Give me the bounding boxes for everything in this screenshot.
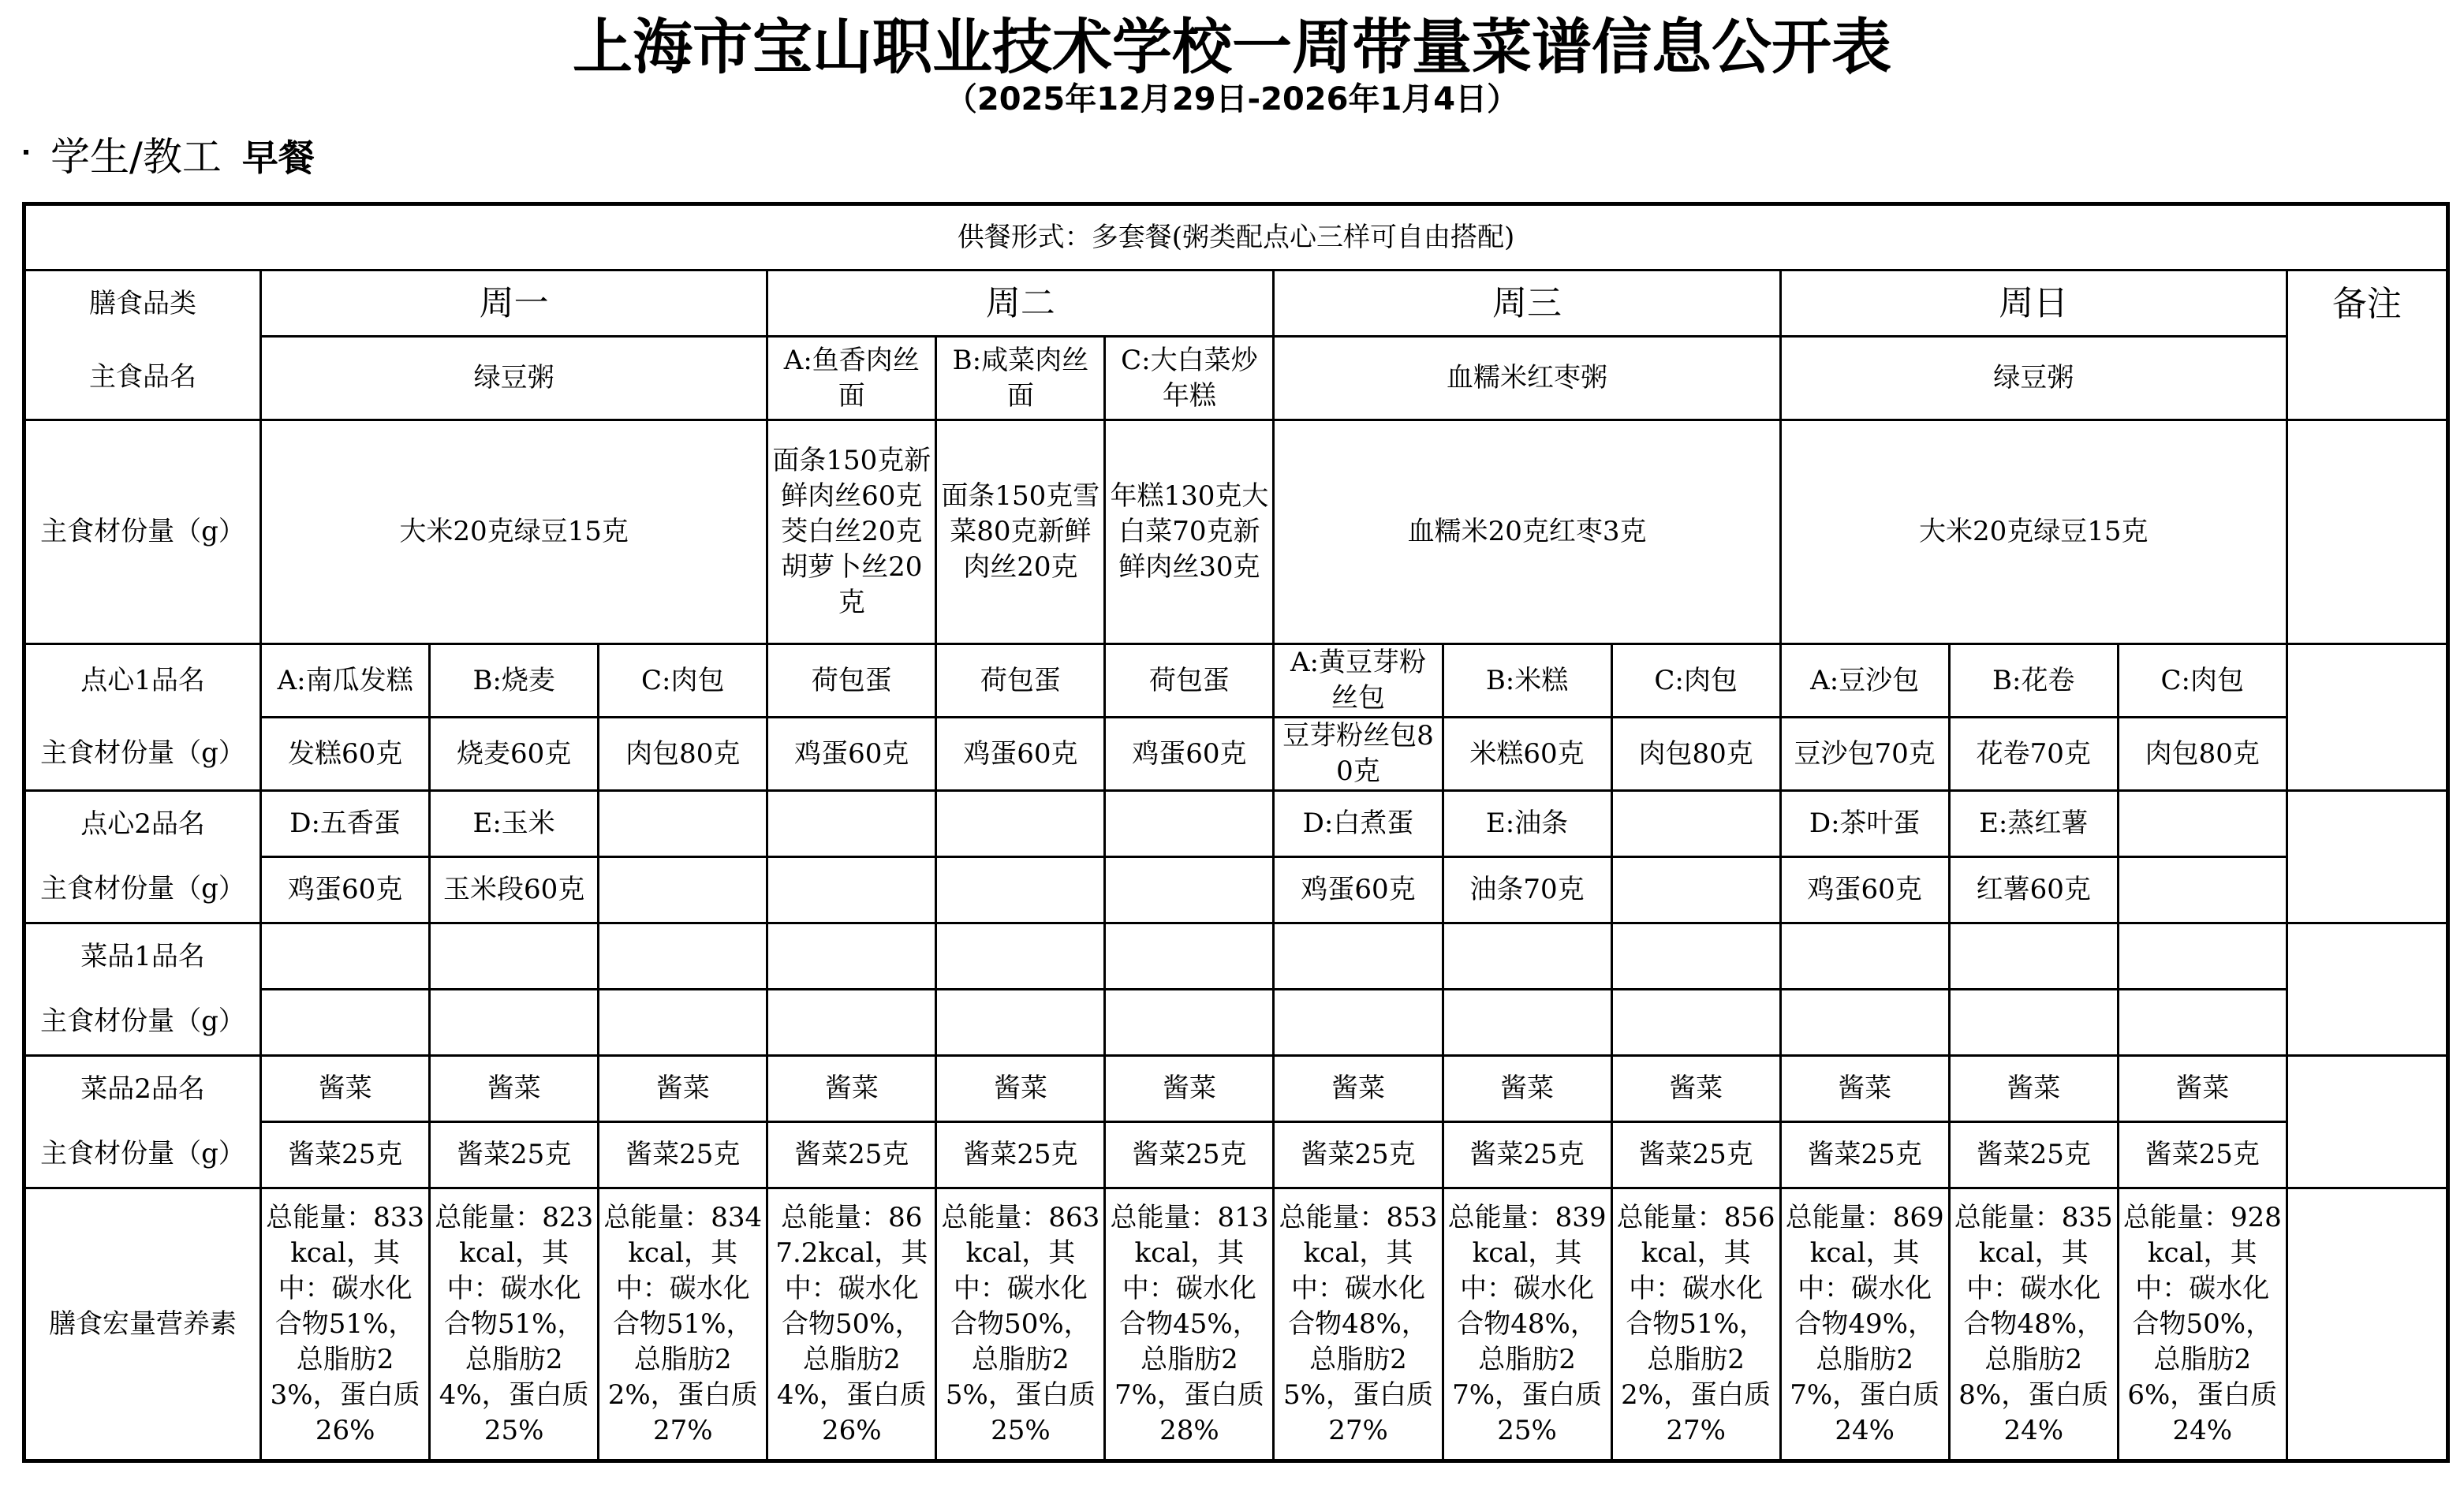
snack2-portions-cell: 玉米段60克 [430, 857, 599, 923]
meal-label: 早餐 [241, 136, 315, 179]
staple-portion-tue-a: 面条150克新鲜肉丝60克茭白丝20克胡萝卜丝20克 [767, 420, 936, 644]
empty-cell [1949, 990, 2118, 1056]
snack2-portions-cell [767, 857, 936, 923]
snack2-names-cell: D:五香蛋 [261, 791, 430, 857]
dish2-names-cell: 酱菜 [2118, 1056, 2287, 1122]
remark-cell [2287, 857, 2447, 923]
table-row [24, 923, 2448, 990]
snack1-names-cell: C:肉包 [599, 644, 767, 718]
day-header-wed: 周三 [1274, 270, 1780, 337]
dish2-portions-cell: 酱菜25克 [2118, 1122, 2287, 1188]
snack2-portions-cell: 鸡蛋60克 [1780, 857, 1949, 923]
snack1-names-cell: B:花卷 [1949, 644, 2118, 718]
nutrition-cell: 总能量：839kcal，其中：碳水化合物48%，总脂肪27%，蛋白质25% [1443, 1188, 1611, 1461]
row-label-category: 膳食品类 [24, 270, 261, 337]
row-label-snack2-name: 点心2品名 [24, 791, 261, 857]
nutrition-cell: 总能量：813kcal，其中：碳水化合物45%，总脂肪27%，蛋白质28% [1105, 1188, 1274, 1461]
nutrition-cell: 总能量：869kcal，其中：碳水化合物49%，总脂肪27%，蛋白质24% [1780, 1188, 1949, 1461]
remark-cell [2287, 990, 2447, 1056]
staple-name-tue-c: C:大白菜炒年糕 [1105, 337, 1274, 420]
remark-cell [2287, 718, 2447, 791]
staple-portion-wed: 血糯米20克红枣3克 [1274, 420, 1780, 644]
remark-cell [2287, 337, 2447, 420]
dish2-portions-cell: 酱菜25克 [261, 1122, 430, 1188]
snack2-names-cell: E:油条 [1443, 791, 1611, 857]
snack1-portions-cell: 豆芽粉丝包80克 [1274, 718, 1443, 791]
empty-cell [599, 923, 767, 990]
nutrition-cell: 总能量：823kcal，其中：碳水化合物51%，总脂肪24%，蛋白质25% [430, 1188, 599, 1461]
snack1-portions-cell: 肉包80克 [2118, 718, 2287, 791]
empty-cell [1611, 923, 1780, 990]
snack2-names-cell: E:玉米 [430, 791, 599, 857]
empty-cell [1443, 990, 1611, 1056]
snack1-names-cell: A:黄豆芽粉丝包 [1274, 644, 1443, 718]
table-row [24, 1188, 2448, 1461]
dish2-portions-cell: 酱菜25克 [1274, 1122, 1443, 1188]
dish2-portions-cell: 酱菜25克 [1949, 1122, 2118, 1188]
dish2-portions-cell: 酱菜25克 [767, 1122, 936, 1188]
snack1-names-cell: 荷包蛋 [1105, 644, 1274, 718]
nutrition-cell: 总能量：853kcal，其中：碳水化合物48%，总脂肪25%，蛋白质27% [1274, 1188, 1443, 1461]
row-label-snack2-portion: 主食材份量（g） [24, 857, 261, 923]
nutrition-cell: 总能量：867.2kcal，其中：碳水化合物50%，总脂肪24%，蛋白质26% [767, 1188, 936, 1461]
empty-cell [430, 990, 599, 1056]
page-title: 上海市宝山职业技术学校一周带量菜谱信息公开表 [573, 12, 1891, 82]
snack1-portions-cell: 米糕60克 [1443, 718, 1611, 791]
dish2-names-cell: 酱菜 [936, 1056, 1105, 1122]
nutrition-cell: 总能量：835kcal，其中：碳水化合物48%，总脂肪28%，蛋白质24% [1949, 1188, 2118, 1461]
row-label-dish2-name: 菜品2品名 [24, 1056, 261, 1122]
nutrition-cell: 总能量：863kcal，其中：碳水化合物50%，总脂肪25%，蛋白质25% [936, 1188, 1105, 1461]
dish2-names-cell: 酱菜 [599, 1056, 767, 1122]
dish2-portions-cell: 酱菜25克 [1105, 1122, 1274, 1188]
snack2-portions-cell [1611, 857, 1780, 923]
empty-cell [1780, 990, 1949, 1056]
snack2-names-cell [1611, 791, 1780, 857]
nutrition-cell: 总能量：833kcal，其中：碳水化合物51%，总脂肪23%，蛋白质26% [261, 1188, 430, 1461]
section-heading [50, 129, 315, 185]
snack1-portions-cell: 发糕60克 [261, 718, 430, 791]
empty-cell [767, 990, 936, 1056]
menu-table [22, 202, 2450, 1463]
snack2-names-cell [936, 791, 1105, 857]
table-row [24, 857, 2448, 923]
snack1-portions-cell: 肉包80克 [1611, 718, 1780, 791]
dish2-portions-cell: 酱菜25克 [1443, 1122, 1611, 1188]
snack2-portions-cell [2118, 857, 2287, 923]
date-range: （2025年12月29日-2026年1月4日） [945, 81, 1519, 118]
row-label-staple-portion: 主食材份量（g） [24, 420, 261, 644]
staple-name-tue-a: A:鱼香肉丝面 [767, 337, 936, 420]
day-header-mon: 周一 [261, 270, 767, 337]
table-row [24, 718, 2448, 791]
remark-cell [2287, 1122, 2447, 1188]
table-row [24, 791, 2448, 857]
remark-cell [2287, 420, 2447, 644]
nutrition-cell: 总能量：856kcal，其中：碳水化合物51%，总脂肪22%，蛋白质27% [1611, 1188, 1780, 1461]
empty-cell [2118, 923, 2287, 990]
snack1-names-cell: 荷包蛋 [767, 644, 936, 718]
service-form-cell: 供餐形式：多套餐(粥类配点心三样可自由搭配) [24, 204, 2448, 270]
row-label-staple-name: 主食品名 [24, 337, 261, 420]
snack2-portions-cell [599, 857, 767, 923]
snack1-names-cell: C:肉包 [1611, 644, 1780, 718]
table-row [24, 990, 2448, 1056]
snack1-names-cell: 荷包蛋 [936, 644, 1105, 718]
empty-cell [767, 923, 936, 990]
empty-cell [1274, 990, 1443, 1056]
dish2-portions-cell: 酱菜25克 [430, 1122, 599, 1188]
staple-portion-tue-c: 年糕130克大白菜70克新鲜肉丝30克 [1105, 420, 1274, 644]
table-row [24, 644, 2448, 718]
empty-cell [1105, 923, 1274, 990]
snack2-portions-cell [1105, 857, 1274, 923]
remark-cell [2287, 923, 2447, 990]
snack2-names-cell [2118, 791, 2287, 857]
empty-cell [1780, 923, 1949, 990]
dish2-names-cell: 酱菜 [1949, 1056, 2118, 1122]
remark-cell [2287, 644, 2447, 718]
remark-cell [2287, 1056, 2447, 1122]
empty-cell [2118, 990, 2287, 1056]
snack2-portions-cell: 鸡蛋60克 [261, 857, 430, 923]
bullet-mark [24, 150, 28, 155]
day-header-sun: 周日 [1780, 270, 2287, 337]
remark-cell [2287, 1188, 2447, 1461]
dish2-names-cell: 酱菜 [1611, 1056, 1780, 1122]
empty-cell [430, 923, 599, 990]
dish2-names-cell: 酱菜 [261, 1056, 430, 1122]
snack2-portions-cell: 油条70克 [1443, 857, 1611, 923]
dish2-names-cell: 酱菜 [430, 1056, 599, 1122]
snack1-portions-cell: 肉包80克 [599, 718, 767, 791]
empty-cell [261, 990, 430, 1056]
snack2-names-cell [767, 791, 936, 857]
empty-cell [1949, 923, 2118, 990]
dish2-names-cell: 酱菜 [1780, 1056, 1949, 1122]
snack1-names-cell: A:南瓜发糕 [261, 644, 430, 718]
day-header-tue: 周二 [767, 270, 1274, 337]
dish2-names-cell: 酱菜 [767, 1056, 936, 1122]
snack2-names-cell [1105, 791, 1274, 857]
empty-cell [1274, 923, 1443, 990]
dish2-names-cell: 酱菜 [1274, 1056, 1443, 1122]
row-label-dish1-portion: 主食材份量（g） [24, 990, 261, 1056]
row-label-snack1-name: 点心1品名 [24, 644, 261, 718]
table-row [24, 1056, 2448, 1122]
empty-cell [599, 990, 767, 1056]
snack1-portions-cell: 花卷70克 [1949, 718, 2118, 791]
dish2-portions-cell: 酱菜25克 [1780, 1122, 1949, 1188]
dish2-portions-cell: 酱菜25克 [936, 1122, 1105, 1188]
snack2-names-cell: E:蒸红薯 [1949, 791, 2118, 857]
table-row [24, 1122, 2448, 1188]
staple-name-mon: 绿豆粥 [261, 337, 767, 420]
snack1-names-cell: B:烧麦 [430, 644, 599, 718]
snack1-portions-cell: 鸡蛋60克 [1105, 718, 1274, 791]
snack2-portions-cell: 红薯60克 [1949, 857, 2118, 923]
dish2-portions-cell: 酱菜25克 [1611, 1122, 1780, 1188]
nutrition-cell: 总能量：834kcal，其中：碳水化合物51%，总脂肪22%，蛋白质27% [599, 1188, 767, 1461]
row-label-nutrition: 膳食宏量营养素 [24, 1188, 261, 1461]
remark-cell [2287, 791, 2447, 857]
staple-name-sun: 绿豆粥 [1780, 337, 2287, 420]
snack2-portions-cell: 鸡蛋60克 [1274, 857, 1443, 923]
staple-name-tue-b: B:咸菜肉丝面 [936, 337, 1105, 420]
snack2-names-cell: D:白煮蛋 [1274, 791, 1443, 857]
staple-portion-tue-b: 面条150克雪菜80克新鲜肉丝20克 [936, 420, 1105, 644]
empty-cell [936, 923, 1105, 990]
staple-portion-mon: 大米20克绿豆15克 [261, 420, 767, 644]
snack1-portions-cell: 鸡蛋60克 [767, 718, 936, 791]
row-label-dish2-portion: 主食材份量（g） [24, 1122, 261, 1188]
snack1-portions-cell: 烧麦60克 [430, 718, 599, 791]
empty-cell [1443, 923, 1611, 990]
empty-cell [261, 923, 430, 990]
snack1-names-cell: A:豆沙包 [1780, 644, 1949, 718]
nutrition-cell: 总能量：928kcal，其中：碳水化合物50%，总脂肪26%，蛋白质24% [2118, 1188, 2287, 1461]
empty-cell [1611, 990, 1780, 1056]
snack1-portions-cell: 鸡蛋60克 [936, 718, 1105, 791]
dish2-portions-cell: 酱菜25克 [599, 1122, 767, 1188]
remark-header: 备注 [2287, 270, 2447, 337]
row-label-dish1-name: 菜品1品名 [24, 923, 261, 990]
snack1-names-cell: B:米糕 [1443, 644, 1611, 718]
dish2-names-cell: 酱菜 [1105, 1056, 1274, 1122]
snack1-portions-cell: 豆沙包70克 [1780, 718, 1949, 791]
empty-cell [936, 990, 1105, 1056]
staple-name-wed: 血糯米红枣粥 [1274, 337, 1780, 420]
staple-portion-sun: 大米20克绿豆15克 [1780, 420, 2287, 644]
row-label-snack1-portion: 主食材份量（g） [24, 718, 261, 791]
snack1-names-cell: C:肉包 [2118, 644, 2287, 718]
audience-label: 学生/教工 [50, 134, 222, 180]
snack2-names-cell [599, 791, 767, 857]
snack2-names-cell: D:茶叶蛋 [1780, 791, 1949, 857]
snack2-portions-cell [936, 857, 1105, 923]
empty-cell [1105, 990, 1274, 1056]
dish2-names-cell: 酱菜 [1443, 1056, 1611, 1122]
